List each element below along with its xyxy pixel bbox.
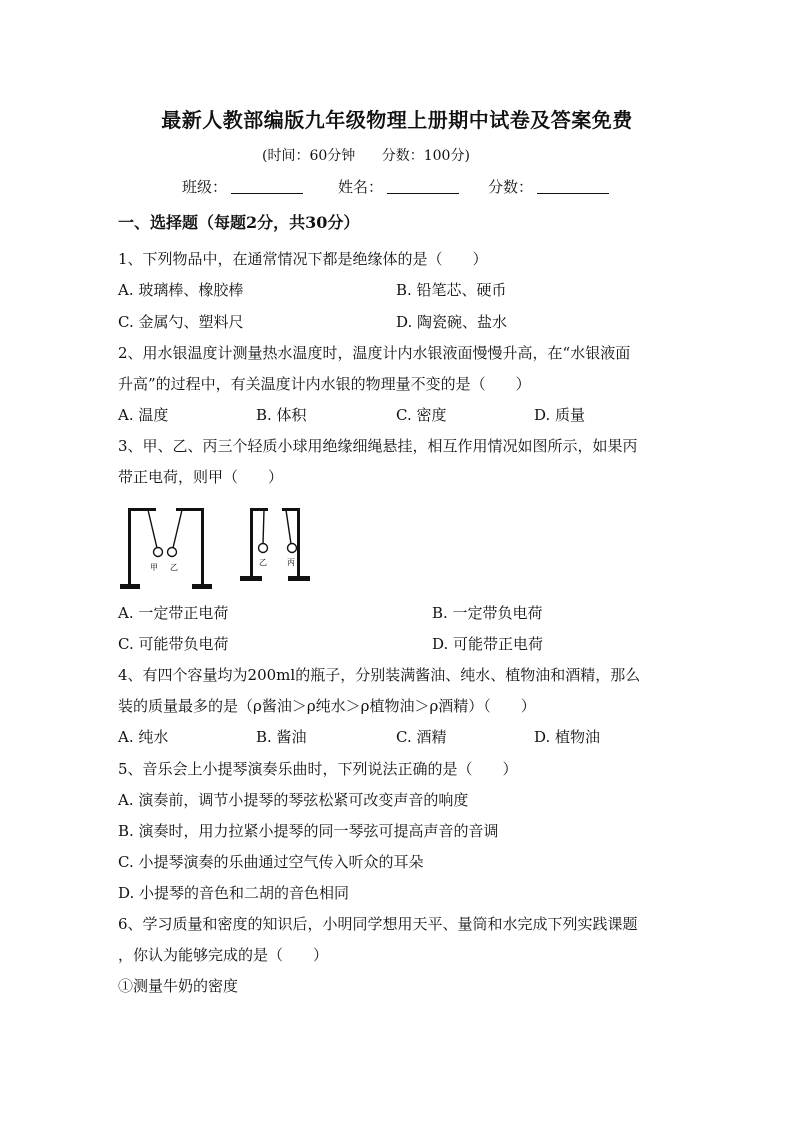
left-stand-base-1 [120, 584, 140, 589]
q1-option-c[interactable]: C. 金属勺、塑料尺 [118, 313, 244, 331]
string-bing [286, 510, 291, 544]
q2-option-d[interactable]: D. 质量 [534, 406, 586, 424]
ball-yi-2 [259, 544, 268, 553]
left-stand-base-2 [192, 584, 212, 589]
q5-option-a[interactable]: A. 演奏前，调节小提琴的琴弦松紧可改变声音的响度 [118, 791, 469, 809]
right-stand-base-2 [288, 576, 310, 581]
q4-option-b[interactable]: B. 酱油 [256, 728, 307, 746]
name-field [338, 176, 459, 197]
q4-option-d[interactable]: D. 植物油 [534, 728, 601, 746]
q5-stem: 5、音乐会上小提琴演奏乐曲时，下列说法正确的是（ ） [118, 760, 518, 778]
string-yi-1 [173, 510, 182, 548]
label-bing: 丙 [287, 558, 295, 567]
q2-stem-line2: 升高”的过程中，有关温度计内水银的物理量不变的是（ ） [118, 375, 531, 393]
q1-option-b[interactable]: B. 铅笔芯、硬币 [396, 281, 507, 299]
time-limit: (时间：60分钟 [262, 148, 356, 164]
left-stand-post-1 [128, 508, 131, 588]
q2-option-b[interactable]: B. 体积 [256, 406, 307, 424]
label-jia: 甲 [150, 563, 158, 572]
charged-balls-figure [118, 500, 348, 592]
q3-option-d[interactable]: D. 可能带正电荷 [432, 635, 544, 653]
left-stand-beam-2 [176, 508, 204, 511]
class-field [182, 176, 303, 197]
q3-stem-line2: 带正电荷，则甲（ ） [118, 468, 284, 486]
q2-option-a[interactable]: A. 温度 [118, 406, 169, 424]
ball-jia [154, 548, 163, 557]
q1-option-d[interactable]: D. 陶瓷碗、盐水 [396, 313, 508, 331]
left-stand-post-2 [201, 508, 204, 588]
q5-option-d[interactable]: D. 小提琴的音色和二胡的音色相同 [118, 884, 350, 902]
q4-stem-line2: 装的质量最多的是（ρ酱油＞ρ纯水＞ρ植物油＞ρ酒精）（ ） [118, 697, 536, 715]
q1-option-a[interactable]: A. 玻璃棒、橡胶棒 [118, 281, 244, 299]
q2-option-c[interactable]: C. 密度 [396, 406, 447, 424]
q3-stem-line1: 3、甲、乙、丙三个轻质小球用绝缘细绳悬挂，相互作用情况如图所示，如果丙 [118, 437, 638, 455]
string-jia [148, 510, 157, 548]
section-heading: 一、选择题（每题2分，共30分） [118, 213, 360, 232]
q2-stem-line1: 2、用水银温度计测量热水温度时，温度计内水银液面慢慢升高，在“水银液面 [118, 344, 631, 362]
ball-yi-1 [168, 548, 177, 557]
class-blank[interactable] [231, 179, 303, 194]
label-yi-1: 乙 [170, 563, 178, 572]
label-yi-2: 乙 [259, 558, 267, 567]
q4-stem-line1: 4、有四个容量均为200ml的瓶子，分别装满酱油、纯水、植物油和酒精，那么 [118, 666, 641, 684]
name-label: 姓名： [338, 178, 384, 196]
q6-stem-line1: 6、学习质量和密度的知识后，小明同学想用天平、量筒和水完成下列实践课题 [118, 915, 638, 933]
q3-option-c[interactable]: C. 可能带负电荷 [118, 635, 229, 653]
name-blank[interactable] [387, 179, 459, 194]
q4-option-a[interactable]: A. 纯水 [118, 728, 169, 746]
score-blank[interactable] [537, 179, 609, 194]
right-stand-post-1 [250, 508, 253, 580]
total-score: 分数：100分) [381, 148, 470, 164]
exam-meta [262, 145, 470, 165]
q5-option-b[interactable]: B. 演奏时，用力拉紧小提琴的同一琴弦可提高声音的音调 [118, 822, 499, 840]
q1-stem: 1、下列物品中，在通常情况下都是绝缘体的是（ ） [118, 250, 488, 268]
score-label: 分数： [488, 178, 534, 196]
q3-option-a[interactable]: A. 一定带正电荷 [118, 604, 229, 622]
class-label: 班级： [182, 178, 228, 196]
right-stand-post-2 [297, 508, 300, 580]
score-field [488, 176, 609, 197]
left-stand-beam-1 [128, 508, 156, 511]
q4-option-c[interactable]: C. 酒精 [396, 728, 447, 746]
right-stand-beam-1 [250, 508, 268, 511]
q3-option-b[interactable]: B. 一定带负电荷 [432, 604, 543, 622]
ball-bing [288, 544, 297, 553]
q6-item-1: ①测量牛奶的密度 [118, 977, 239, 995]
string-yi-2 [263, 510, 264, 544]
right-stand-base-1 [240, 576, 262, 581]
q5-option-c[interactable]: C. 小提琴演奏的乐曲通过空气传入听众的耳朵 [118, 853, 424, 871]
q6-stem-line2: ，你认为能够完成的是（ ） [118, 946, 329, 964]
page-title: 最新人教部编版九年级物理上册期中试卷及答案免费 [161, 108, 633, 132]
